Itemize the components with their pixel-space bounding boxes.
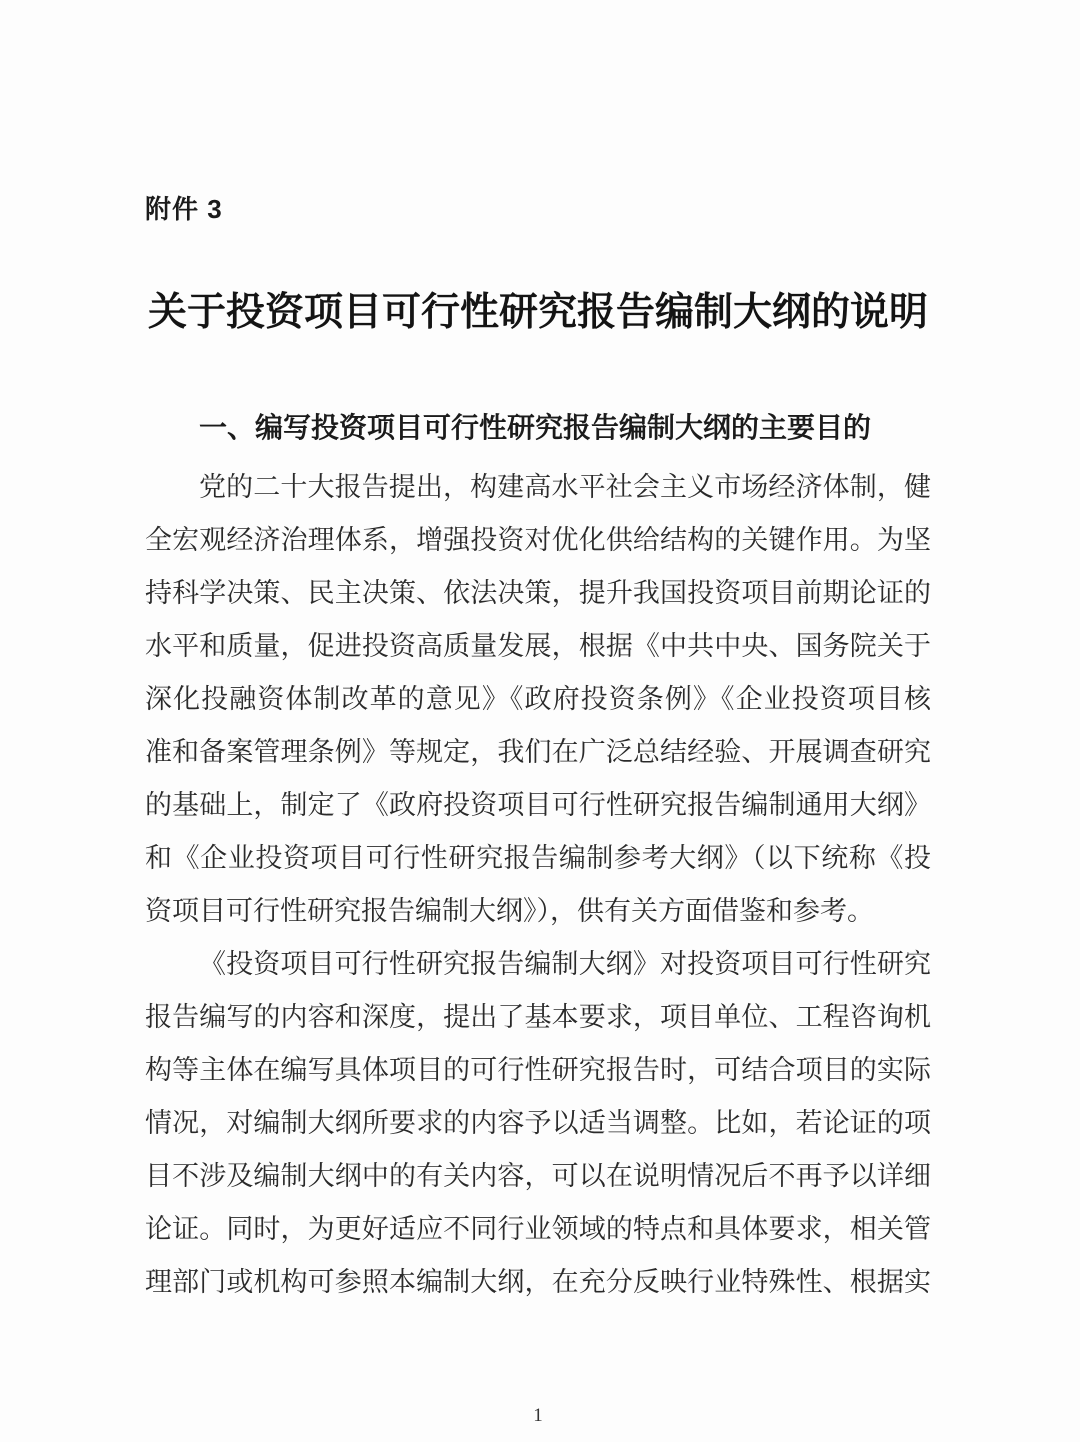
body-line: 理部门或机构可参照本编制大纲，在充分反映行业特殊性、根据实: [145, 1267, 931, 1297]
body-line: 持科学决策、民主决策、依法决策，提升我国投资项目前期论证的: [145, 578, 931, 608]
attachment-label: 附件 3: [145, 194, 223, 224]
body-line: 和《企业投资项目可行性研究报告编制参考大纲》（以下统称《投: [145, 843, 931, 873]
page-title: 关于投资项目可行性研究报告编制大纲的说明: [147, 291, 928, 334]
body-line: 深化投融资体制改革的意见》《政府投资条例》《企业投资项目核: [145, 684, 931, 714]
section-heading: 一、编写投资项目可行性研究报告编制大纲的主要目的: [199, 412, 872, 443]
body-line: 《投资项目可行性研究报告编制大纲》对投资项目可行性研究: [199, 949, 931, 979]
body-line: 报告编写的内容和深度，提出了基本要求，项目单位、工程咨询机: [145, 1002, 931, 1032]
body-line: 论证。同时，为更好适应不同行业领域的特点和具体要求，相关管: [145, 1214, 931, 1244]
body-line: 资项目可行性研究报告编制大纲》），供有关方面借鉴和参考。: [145, 896, 874, 926]
document-body: [145, 461, 931, 1309]
body-line: 构等主体在编写具体项目的可行性研究报告时，可结合项目的实际: [145, 1055, 931, 1085]
body-line: 目不涉及编制大纲中的有关内容，可以在说明情况后不再予以详细: [145, 1161, 931, 1191]
body-line: 准和备案管理条例》等规定，我们在广泛总结经验、开展调查研究: [145, 737, 931, 767]
body-line: 情况，对编制大纲所要求的内容予以适当调整。比如，若论证的项: [145, 1108, 931, 1138]
body-line: 全宏观经济治理体系，增强投资对优化供给结构的关键作用。为坚: [145, 525, 931, 555]
page-number: 1: [533, 1405, 543, 1426]
body-line: 党的二十大报告提出，构建高水平社会主义市场经济体制，健: [199, 472, 931, 502]
body-line: 水平和质量，促进投资高质量发展，根据《中共中央、国务院关于: [145, 631, 931, 661]
body-line: 的基础上，制定了《政府投资项目可行性研究报告编制通用大纲》: [145, 790, 931, 820]
